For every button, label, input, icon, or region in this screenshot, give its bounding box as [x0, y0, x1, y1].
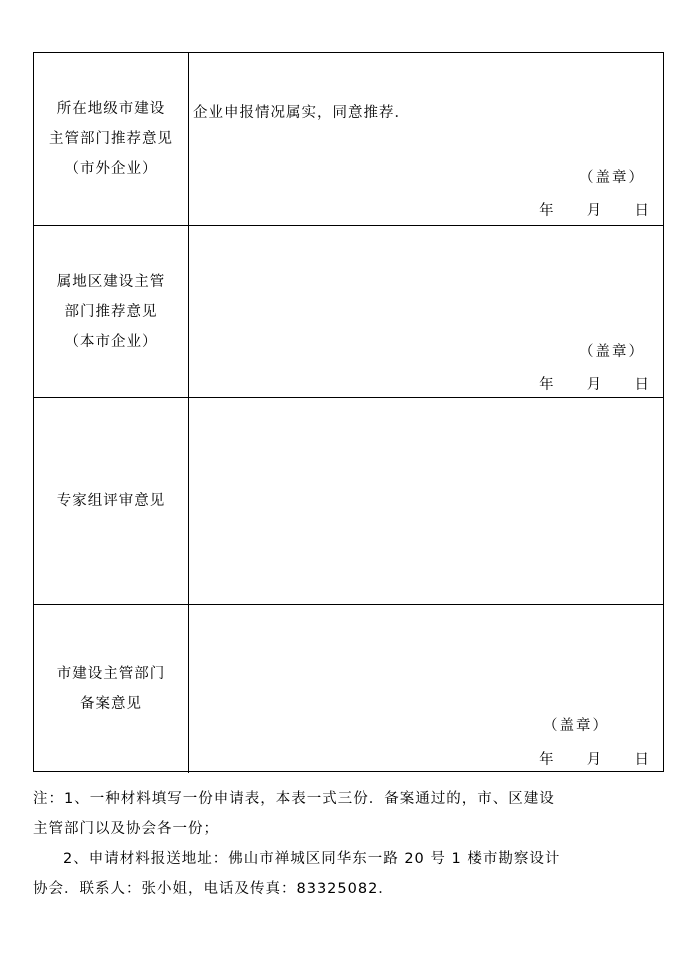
row-district-recommendation [34, 226, 663, 398]
label-line: 主管部门推荐意见 [49, 131, 173, 147]
opinion-cell-district[interactable] [189, 226, 663, 397]
day-label: 日 [634, 752, 649, 768]
label-line: （本市企业） [64, 333, 158, 350]
year-label: 年 [539, 752, 554, 768]
opinion-cell-city[interactable] [189, 53, 663, 225]
month-label: 月 [586, 377, 602, 393]
note-line: 注：1、一种材料填写一份申请表，本表一式三份．备案通过的，市、区建设 [33, 791, 555, 807]
label-city-recommendation [34, 53, 189, 225]
label-line: 部门推荐意见 [64, 303, 158, 320]
month-label: 月 [586, 752, 602, 768]
label-expert-review [34, 398, 189, 604]
label-line: 专家组评审意见 [56, 493, 166, 509]
row-city-recommendation [34, 53, 663, 226]
date-line [539, 373, 649, 394]
date-line [539, 199, 649, 220]
day-label: 日 [634, 377, 649, 393]
label-district-recommendation [34, 226, 189, 397]
label-line: （市外企业） [64, 161, 158, 177]
label-line: 属地区建设主管 [56, 273, 166, 290]
recommendation-form-table [33, 52, 664, 772]
opinion-cell-expert[interactable] [189, 398, 663, 604]
month-label: 月 [586, 203, 602, 219]
row-city-filing [34, 605, 663, 773]
seal-label: （盖章） [579, 344, 645, 360]
date-line [539, 748, 649, 769]
year-label: 年 [539, 377, 554, 393]
note-line: 协会．联系人：张小姐，电话及传真：83325082． [33, 881, 394, 897]
seal-label: （盖章） [543, 718, 609, 734]
opinion-cell-filing[interactable] [189, 605, 663, 773]
opinion-text: 企业申报情况属实，同意推荐． [193, 105, 410, 121]
note-line: 主管部门以及协会各一份； [33, 821, 219, 837]
note-line: 2、申请材料报送地址：佛山市禅城区同华东一路 20 号 1 楼市勘察设计 [63, 851, 561, 867]
label-line: 所在地级市建设 [56, 101, 166, 117]
row-expert-review [34, 398, 663, 605]
label-line: 市建设主管部门 [56, 666, 166, 682]
day-label: 日 [634, 203, 649, 219]
notes-section [33, 784, 673, 904]
seal-label: （盖章） [579, 170, 645, 186]
year-label: 年 [539, 203, 554, 219]
label-line: 备案意见 [80, 696, 142, 712]
label-city-filing [34, 605, 189, 773]
